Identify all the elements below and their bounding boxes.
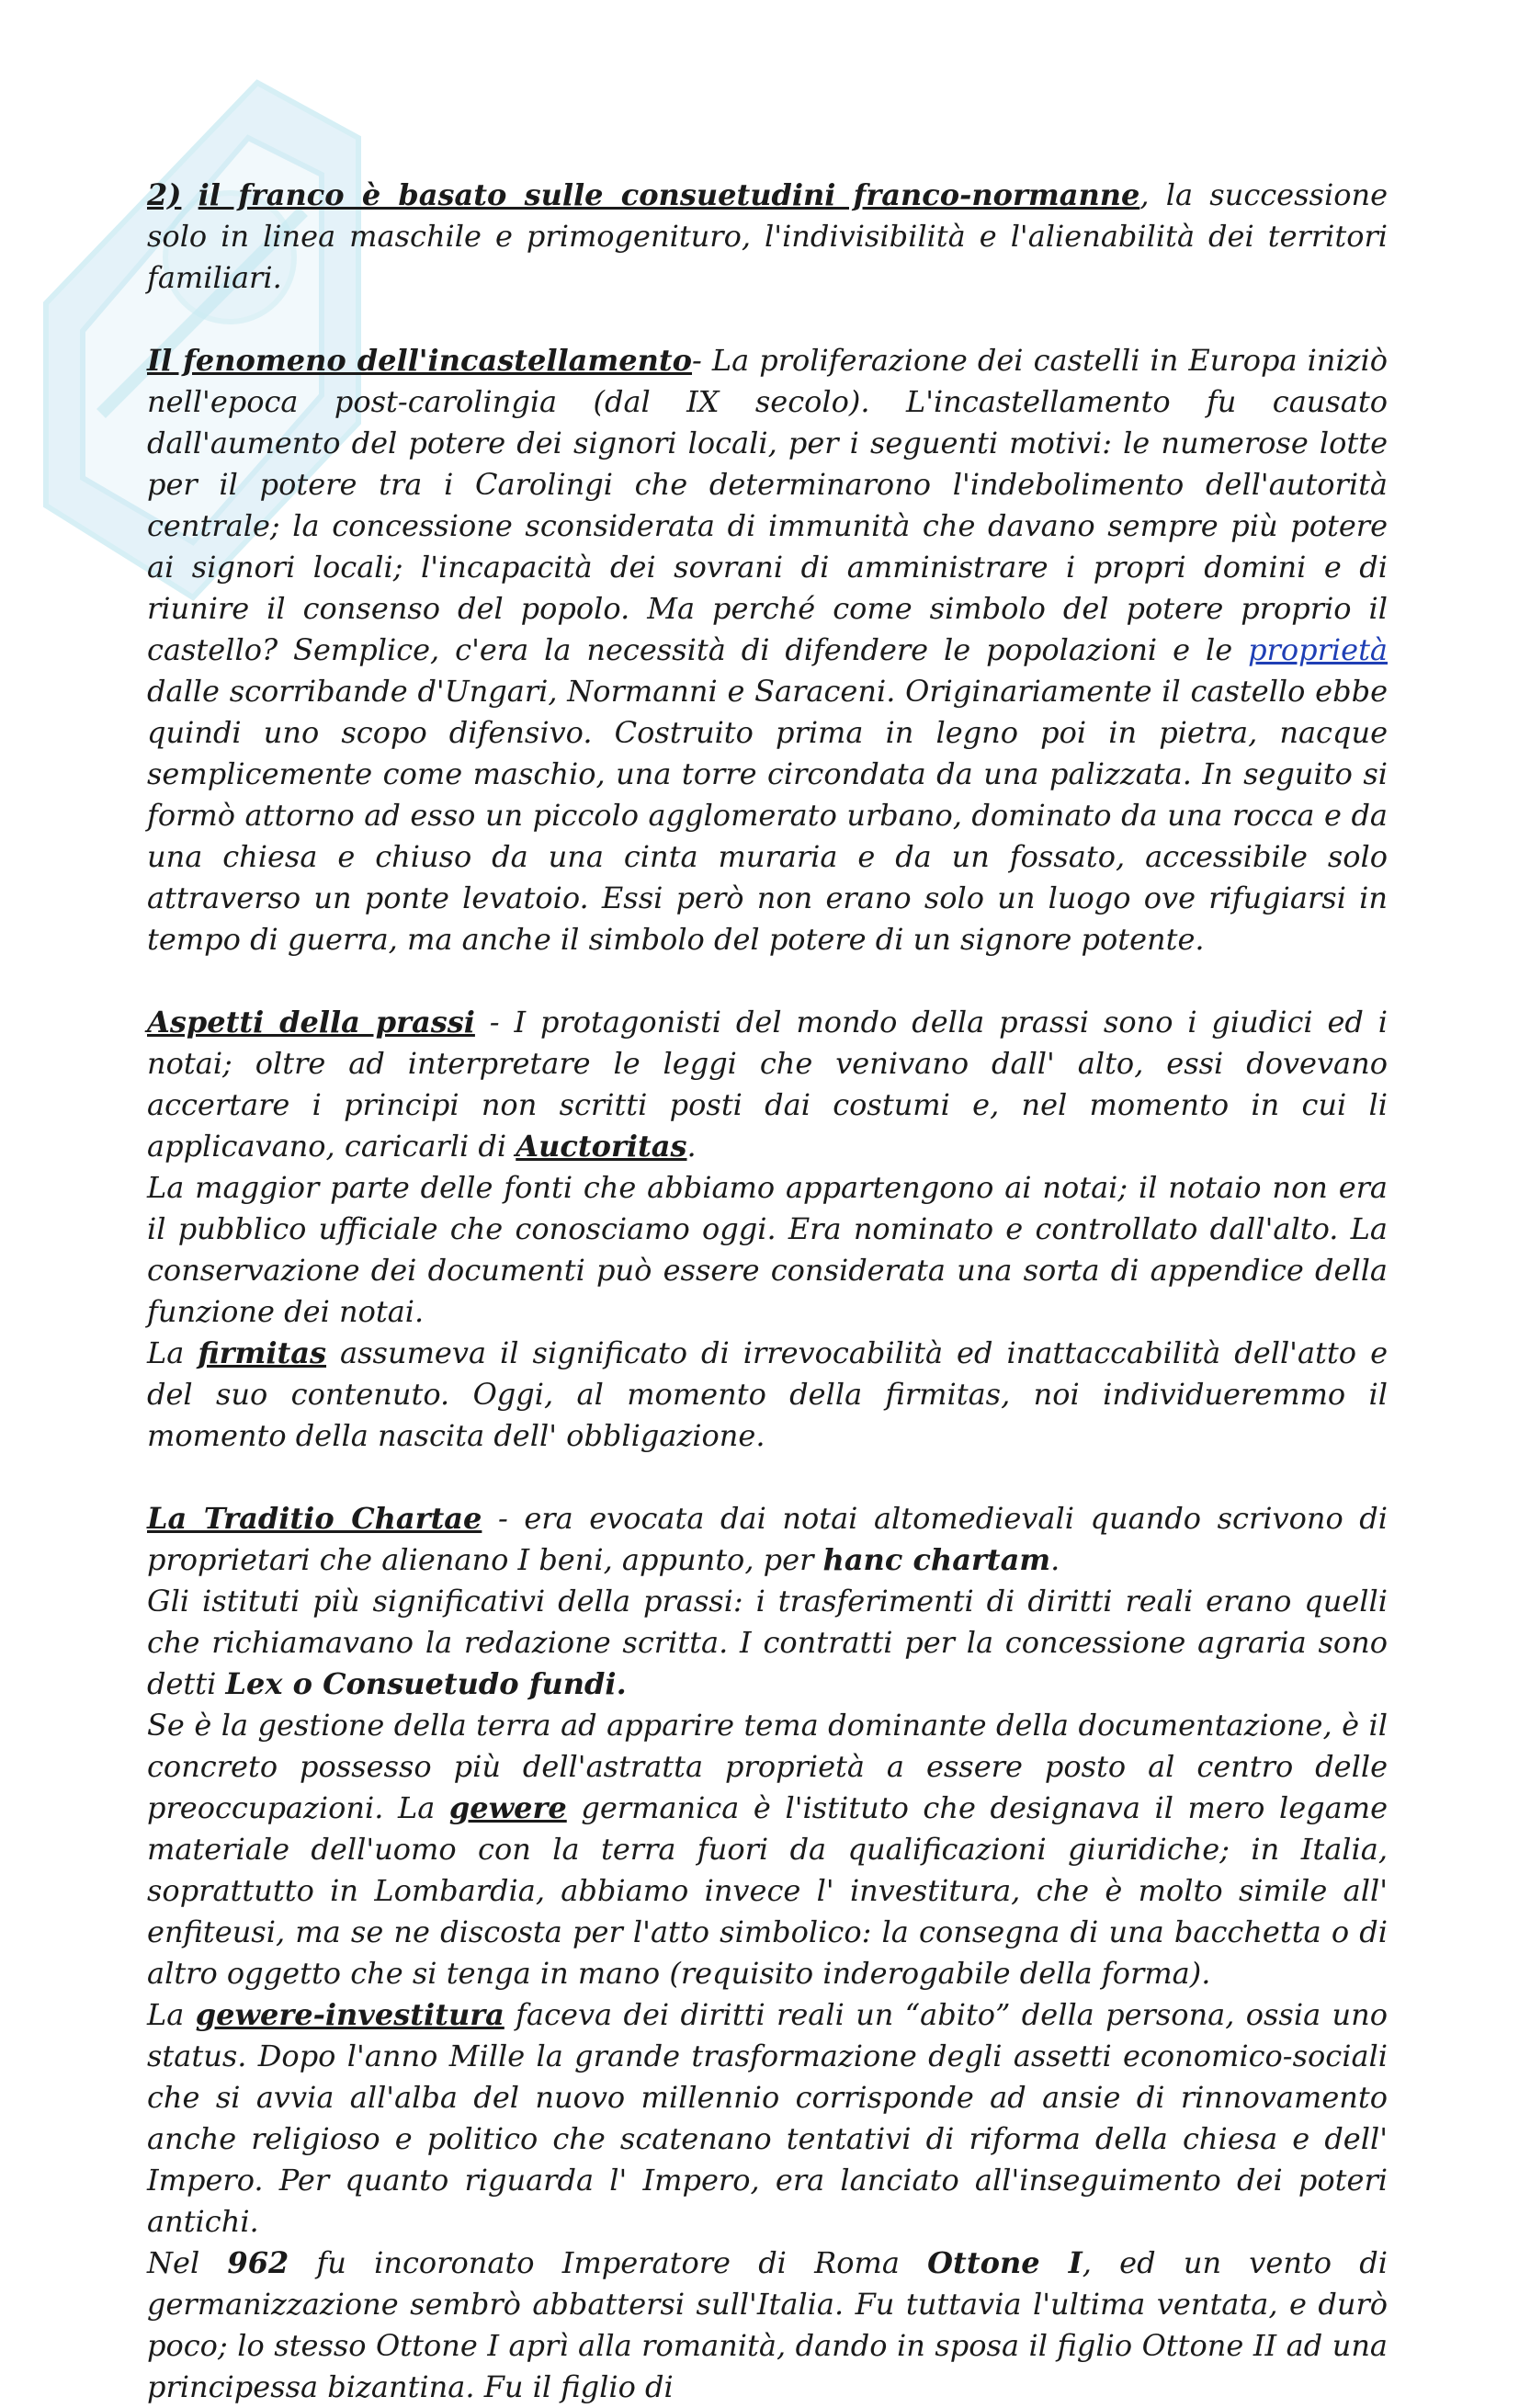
paragraph-text: dalle scorribande d'Ungari, Normanni e Saraceni. Originariamente il castello ebbe quindi uno scopo difensivo. Costruito prima in legno poi in pietra, nacque semplicemente come maschio, una torre circondata da una palizzata. In seguito si formò attorno ad esso un piccolo agglomerato urbano, dominato da una rocca e da una chiesa e chiuso da una cinta muraria e da un fossato, accessibile solo attraverso un ponte levatoio. Essi però non erano solo un luogo ove rifugiarsi in tempo di guerra, ma anche il simbolo del potere di un signore potente. <box>147 674 1388 957</box>
paragraph-text: Se è la gestione della terra ad apparire tema dominante della documentazione, è il concreto possesso più dell'astratta proprietà a essere posto al centro delle preoccupazioni. La <box>147 1708 1388 1825</box>
paragraph-text: , la successione solo in linea maschile e primogenituro, l'indivisibilità e l'alienabilità dei territori familiari. <box>147 177 1388 295</box>
term-hanc-chartam: hanc chartam <box>822 1542 1051 1577</box>
paragraph-heading: Il fenomeno dell'incastellamento <box>147 343 693 378</box>
paragraph-heading: La Traditio Chartae <box>147 1501 482 1536</box>
link-proprieta[interactable]: proprietà <box>1248 632 1388 667</box>
term-firmitas: firmitas <box>198 1335 327 1370</box>
paragraph-text: fu incoronato Imperatore di Roma <box>289 2245 928 2280</box>
paragraph-text: La <box>147 1335 198 1370</box>
paragraph-text: La maggior parte delle fonti che abbiamo appartengono ai notai; il notaio non era il pubblico ufficiale che conosciamo oggi. Era nominato e controllato dall'alto. La conservazione dei documenti può essere considerata una sorta di appendice della funzione dei notai. <box>147 1170 1388 1329</box>
paragraph-text: , ed un vento di germanizzazione sembrò abbattersi sull'Italia. Fu tuttavia l'ultima ventata, e durò poco; lo stesso Ottone I aprì alla romanità, dando in sposa il figlio Ottone II ad una principessa bizantina. Fu il figlio di <box>147 2245 1389 2404</box>
paragraph-text: Gli istituti più significativi della prassi: i trasferimenti di diritti reali erano quelli che richiamavano la redazione scritta. I contratti per la concessione agraria sono detti <box>147 1584 1388 1701</box>
paragraph-investitura <box>147 1994 1388 2243</box>
paragraph-text: La <box>147 1997 196 2032</box>
paragraph-franco <box>147 175 1388 299</box>
paragraph-text: - era evocata dai notai altomedievali quando scrivono di proprietari che alienano I beni, appunto, per <box>147 1501 1389 1577</box>
paragraph-istituti <box>147 1581 1388 1705</box>
paragraph-ottone <box>147 2243 1388 2408</box>
name-ottone-i: Ottone I <box>927 2245 1083 2280</box>
paragraph-text: - I protagonisti del mondo della prassi sono i giudici ed i notai; oltre ad interpretare le leggi che venivano dall' alto, essi dovevano accertare i principi non scritti posti dai costumi e, nel momento in cui li applicavano, caricarli di <box>147 1005 1389 1164</box>
paragraph-text: Nel <box>147 2245 228 2280</box>
term-auctoritas: Auctoritas <box>516 1129 687 1164</box>
paragraph-heading: Aspetti della prassi <box>147 1005 475 1039</box>
list-number: 2) <box>147 177 182 212</box>
term-gewere: gewere <box>448 1790 567 1825</box>
paragraph-text: - La proliferazione dei castelli in Europa iniziò nell'epoca post-carolingia (dal IX secolo). L'incastellamento fu causato dall'aumento del potere dei signori locali, per i seguenti motivi: le numerose lotte per il potere tra i Carolingi che determinarono l'indebolimento dell'autorità centrale; la concessione sconsiderata di immunità che davano sempre più potere ai signori locali; l'incapacità dei sovrani di amministrare i propri domini e di riunire il consenso del popolo. Ma perché come simbolo del potere proprio il castello? Semplice, c'era la necessità di difendere le popolazioni e le <box>147 343 1389 667</box>
paragraph-traditio-chartae <box>147 1498 1388 1581</box>
paragraph-text: faceva dei diritti reali un “abito” della persona, ossia uno status. Dopo l'anno Mille la grande trasformazione degli assetti economico-sociali che si avvia all'alba del nuovo millennio corrisponde ad ansie di rinnovamento anche religioso e politico che scatenano tentativi di riforma della chiesa e dell' Impero. Per quanto riguarda l' Impero, era lanciato all'inseguimento dei poteri antichi. <box>147 1997 1389 2239</box>
term-gewere-investitura: gewere-investitura <box>195 1997 504 2032</box>
paragraph-notai <box>147 1167 1388 1333</box>
document-page <box>147 175 1388 2408</box>
paragraph-text: . <box>686 1129 697 1164</box>
paragraph-text: germanica è l'istituto che designava il mero legame materiale dell'uomo con la terra fuori da qualificazioni giuridiche; in Italia, soprattutto in Lombardia, abbiamo invece l' investitura, che è molto simile all' enfiteusi, ma se ne discosta per l'atto simbolico: la consegna di una bacchetta o di altro oggetto che si tenga in mano (requisito inderogabile della forma). <box>147 1790 1388 1991</box>
paragraph-prassi <box>147 1002 1388 1167</box>
paragraph-incastellamento <box>147 340 1388 960</box>
term-lex-consuetudo: Lex o Consuetudo fundi. <box>225 1666 627 1701</box>
paragraph-heading: il franco è basato sulle consuetudini franco-normanne <box>198 177 1140 212</box>
paragraph-firmitas <box>147 1333 1388 1457</box>
year-962: 962 <box>227 2245 289 2280</box>
paragraph-text: . <box>1050 1542 1060 1577</box>
paragraph-gewere <box>147 1705 1388 1994</box>
paragraph-text: assumeva il significato di irrevocabilità ed inattaccabilità dell'atto e del suo contenuto. Oggi, al momento della firmitas, noi individueremmo il momento della nascita dell' obbligazione. <box>147 1335 1389 1453</box>
